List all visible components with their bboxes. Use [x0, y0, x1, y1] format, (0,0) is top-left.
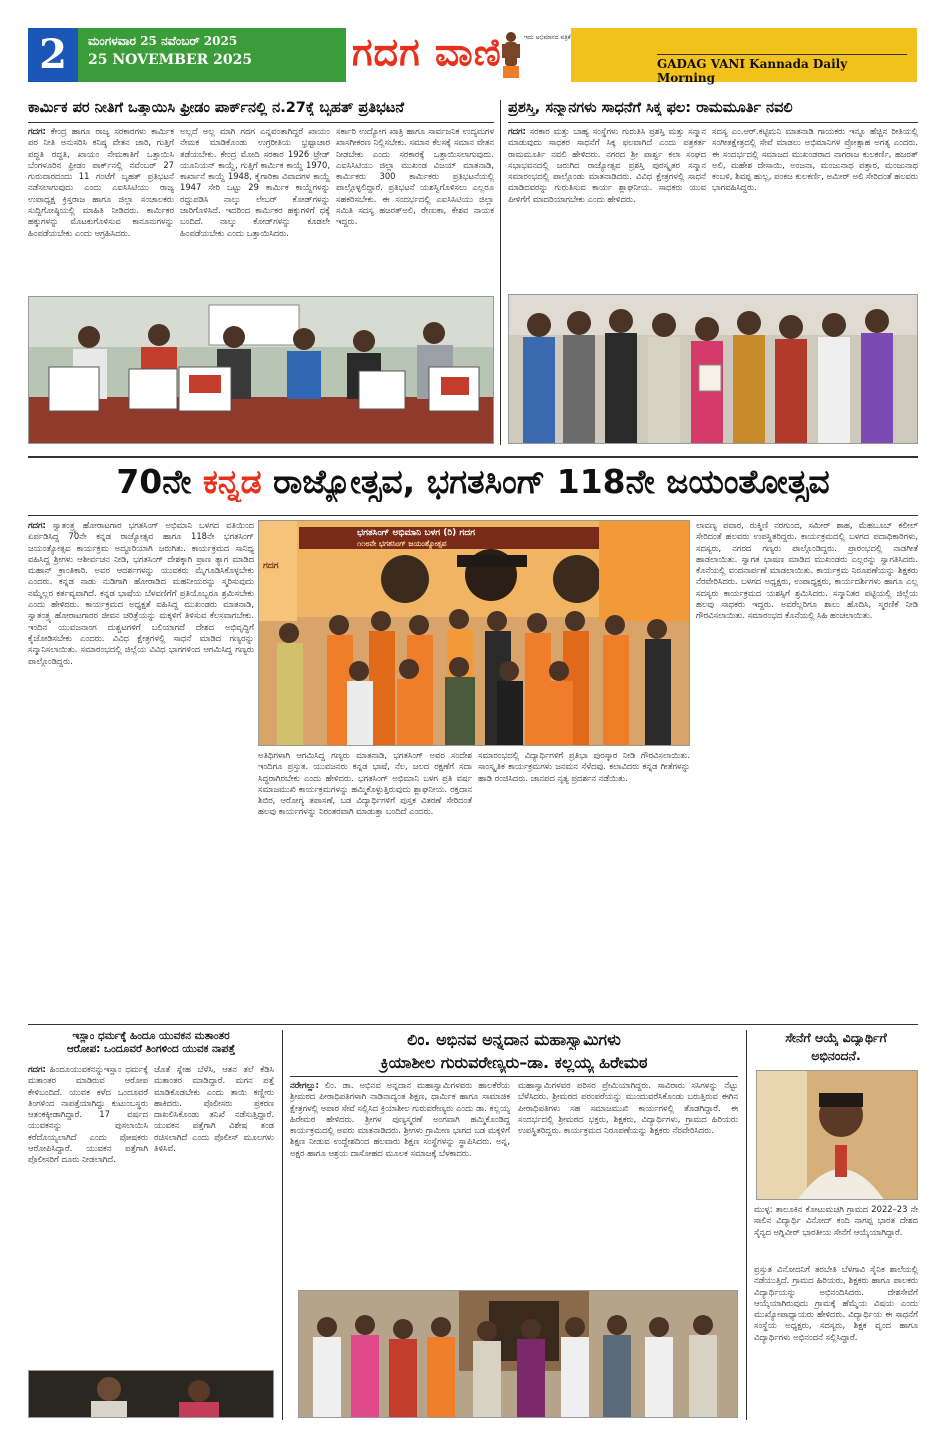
lead-column-3: ಸಮಾರಂಭದಲ್ಲಿ ವಿದ್ಯಾರ್ಥಿಗಳಿಗೆ ಪ್ರತಿಭಾ ಪುರಸ್ಕಾರ ನೀಡಿ ಗೌರವಿಸಲಾಯಿತು. ಸಾಂಸ್ಕೃತಿಕ ಕಾರ್ಯಕ್ರಮಗಳು ಜನಮನ ಸೆಳೆದವು. ಕಲಾವಿದರು ಕನ್ನಡ ಗೀತೆಗಳನ್ನು ಹಾಡಿ ರಂಜಿಸಿದರು. ಜಾನಪದ ನೃತ್ಯ ಪ್ರದರ್ಶನ ನಡೆಯಿತು.	[478, 750, 690, 783]
date-english: 25 NOVEMBER 2025	[88, 52, 253, 68]
story1-column-2: ಅಲ್ಲದೆ ಅಲ್ಲ ಮಾಗಿ ಗದಗ ಎನ್ನವಂತಾಗಿದ್ದರೆ ಖಾಯಂ ನೇಮಕ ಮಾಡಿಕೊಂಡು ಉಗ್ರರೀತಿಯ ಭ್ರಷ್ಟಾಚಾರ ತಡೆಯಬೇಕು. ಕೇಂದ್ರ ಮೋದಿ ಸರಕಾರ 1926 ಟ್ರೇಡ್ ಯೂನಿಯನ್ ಕಾಯ್ದೆ, ಗುತ್ತಿಗೆ ಕಾರ್ಮಿಕ ಕಾಯ್ದೆ 1970, ಕಾರ್ಖಾನೆ ಕಾಯ್ದೆ 1948, ಕೈಗಾರಿಕಾ ವಿವಾದಗಳ ಕಾಯ್ದೆ 1947 ಸೇರಿ ಒಟ್ಟು 29 ಕಾರ್ಮಿಕ ಕಾಯ್ದೆಗಳನ್ನು ರದ್ದುಪಡಿಸಿ ನಾಲ್ಕು ಲೇಬರ್ ಕೋಡ್‌ಗಳನ್ನು ಜಾರಿಗೊಳಿಸಿದೆ. ಇದರಿಂದ ಕಾರ್ಮಿಕರ ಹಕ್ಕುಗಳಿಗೆ ಧಕ್ಕೆ ಬಂದಿದೆ. ನಾಲ್ಕು ಕೋಡ್‌ಗಳನ್ನು ಕೂಡಲೇ ಹಿಂಪಡೆಯಬೇಕು ಎಂದು ಒತ್ತಾಯಿಸಿದರು.	[180, 126, 330, 238]
story5-photo	[756, 1070, 918, 1200]
story3-column-2: ಜೊತೆ ಸ್ನೇಹ ಬೆಳೆಸಿ, ಆತನ ತಲೆ ಕೆಡಿಸಿ ಮತಾಂತರ ಮಾಡಿದ್ದಾರೆ. ಮಗನ ಪತ್ತೆ ಮಾಡಿಕೊಡಬೇಕು ಎಂದು ತಾಯಿ ಕಣ್ಣೀರು ಹಾಕಿದರು. ಪೊಲೀಸರು ಪ್ರಕರಣ ದಾಖಲಿಸಿಕೊಂಡು ತನಿಖೆ ನಡೆಸುತ್ತಿದ್ದಾರೆ. ಯುವಕನ ಪತ್ತೆಗಾಗಿ ವಿಶೇಷ ತಂಡ ರಚಿಸಲಾಗಿದೆ ಎಂದು ಪೊಲೀಸ್ ಮೂಲಗಳು ತಿಳಿಸಿವೆ.	[154, 1064, 274, 1154]
story3-photo	[28, 1370, 274, 1418]
bottom-top-rule	[28, 1024, 918, 1025]
story4-rule	[290, 1076, 738, 1077]
lead-headline-highlight: ಕನ್ನಡ	[202, 462, 262, 501]
story1-dateline: ಗದಗ:	[28, 126, 46, 136]
parents-portrait	[29, 1371, 274, 1418]
felicitation-scene	[509, 295, 918, 444]
date-kannada: ಮಂಗಳವಾರ 25 ನವೆಂಬರ್ 2025	[88, 34, 238, 48]
lead-photo-banner-left: ಗದಗ	[263, 561, 279, 571]
story1-rule	[28, 122, 494, 123]
story2-photo	[508, 294, 918, 444]
story1-headline: ಕಾರ್ಮಿಕ ಪರ ನೀತಿಗೆ ಒತ್ತಾಯಿಸಿ ಫ್ರೀಡಂ ಪಾರ್ಕ್‌ನಲ್ಲಿ ನ.27ಕ್ಕೆ ಬೃಹತ್ ಪ್ರತಿಭಟನೆ	[28, 100, 405, 116]
story2-rule	[508, 122, 918, 123]
story1-column-1: ಗದಗ: ಕೇಂದ್ರ ಹಾಗೂ ರಾಜ್ಯ ಸರಕಾರಗಳು ಕಾರ್ಮಿಕ ಪರ ನೀತಿ ಅನುಸರಿಸಿ ಕನಿಷ್ಠ ವೇತನ ಜಾರಿ, ಗುತ್ತಿಗೆ ಪದ್ಧತಿ ರದ್ದತಿ, ಖಾಯಂ ನೇಮಕಾತಿಗೆ ಒತ್ತಾಯಿಸಿ ಬೆಂಗಳೂರಿನ ಫ್ರೀಡಂ ಪಾರ್ಕ್‌ನಲ್ಲಿ ನವೆಂಬರ್ 27 ಗುರುವಾರದಂದು 11 ಗಂಟೆಗೆ ಬೃಹತ್ ಪ್ರತಿಭಟನೆ ನಡೆಸಲಾಗುವುದು ಎಂದು ಎಐಸಿಸಿಟಿಯು ರಾಜ್ಯ ಉಪಾಧ್ಯಕ್ಷ ಕ್ರಿಸ್ತರಾಜ ಹಾಗೂ ಜಿಲ್ಲಾ ಸಂಚಾಲಕರು ಸುದ್ದಿಗೋಷ್ಠಿಯಲ್ಲಿ ಮಾಹಿತಿ ನೀಡಿದರು. ಕಾರ್ಮಿಕರ ಹಕ್ಕುಗಳನ್ನು ಮೊಟಕುಗೊಳಿಸುವ ಕಾನೂನುಗಳನ್ನು ಹಿಂಪಡೆಯಬೇಕು ಎಂದು ಆಗ್ರಹಿಸಿದರು.	[28, 126, 174, 238]
story4-dateline: ನರೇಗಲ್ಲು:	[290, 1080, 319, 1090]
press-meet-scene	[29, 297, 494, 444]
story1-column-3: ಸರ್ಕಾರಿ ಉದ್ಯೋಗ ಖಾತ್ರಿ ಹಾಗೂ ಸಾರ್ವಜನಿಕ ಉದ್ಯಮಗಳ ಖಾಸಗೀಕರಣ ನಿಲ್ಲಿಸಬೇಕು. ಸಮಾನ ಕೆಲಸಕ್ಕೆ ಸಮಾನ ವೇತನ ನೀಡಬೇಕು ಎಂದು ಸರಕಾರಕ್ಕೆ ಒತ್ತಾಯಿಸಲಾಗುವುದು. ಎಐಸಿಸಿಟಿಯು ಜಿಲ್ಲಾ ಮುಖಂಡ ವಿಜಯ್ ಮಾತನಾಡಿ, ಕಾರ್ಮಿಕರು 300 ಕಾರ್ಮಿಕರು ಪ್ರತಿಭಟನೆಯಲ್ಲಿ ಪಾಲ್ಗೊಳ್ಳಲಿದ್ದಾರೆ. ಪ್ರತಿಭಟನೆ ಯಶಸ್ವಿಗೊಳಿಸಲು ಎಲ್ಲರೂ ಸಹಕರಿಸಬೇಕು. ಈ ಸಂದರ್ಭದಲ್ಲಿ ಎಐಸಿಸಿಟಿಯು ಜಿಲ್ಲಾ ಸಮಿತಿ ಸದಸ್ಯ ಹಜರತ್‌ಅಲಿ, ರೇಣುಕಾ, ಕೇಶವ ನಾಯಕ ಇದ್ದರು.	[336, 126, 494, 227]
student-portrait	[757, 1071, 918, 1200]
lead-dateline: ಗದಗ:	[28, 520, 46, 530]
lead-column-4: ಲಾವಣ್ಯ ಪವಾರ, ರುಕ್ಮಿಣಿ ನರಗುಂದ, ಸಮೀರ್ ಶಾಹ, ಮೆಹಬೂಬ್ ಕಲೀಲ್ ಸೇರಿದಂತೆ ಹಲವರು ಉಪಸ್ಥಿತರಿದ್ದರು. ಕಾರ್ಯಕ್ರಮದಲ್ಲಿ ಬಳಗದ ಪದಾಧಿಕಾರಿಗಳು, ಸದಸ್ಯರು, ನಗರದ ಗಣ್ಯರು ಪಾಲ್ಗೊಂಡಿದ್ದರು. ಪ್ರಾರಂಭದಲ್ಲಿ ನಾಡಗೀತೆ ಹಾಡಲಾಯಿತು. ಸ್ವಾಗತ ಭಾಷಣ ಮಾಡಿದ ಮುಖಂಡರು ಎಲ್ಲರನ್ನು ಸ್ವಾಗತಿಸಿದರು. ಕೊನೆಯಲ್ಲಿ ವಂದನಾರ್ಪಣೆ ಮಾಡಲಾಯಿತು. ಕಾರ್ಯಕ್ರಮ ನಿರೂಪಣೆಯನ್ನು ಶಿಕ್ಷಕರು ನೆರವೇರಿಸಿದರು. ಬಳಗದ ಅಧ್ಯಕ್ಷರು, ಉಪಾಧ್ಯಕ್ಷರು, ಕಾರ್ಯದರ್ಶಿಗಳು ಹಾಗೂ ಎಲ್ಲ ಸದಸ್ಯರು ಕಾರ್ಯಕ್ರಮದ ಯಶಸ್ಸಿಗೆ ಶ್ರಮಿಸಿದರು. ಸನ್ಮಾನಿತರ ಪಟ್ಟಿಯಲ್ಲಿ ಜಿಲ್ಲೆಯ ಹಲವು ಸಾಧಕರು ಇದ್ದರು. ಅವರೆಲ್ಲರಿಗೂ ಶಾಲು ಹೊದಿಸಿ, ಸ್ಮರಣಿಕೆ ನೀಡಿ ಗೌರವಿಸಲಾಯಿತು. ಸಮಾರಂಭದ ಕೊನೆಯಲ್ಲಿ ಸಿಹಿ ಹಂಚಲಾಯಿತು.	[696, 520, 918, 621]
masthead-right-band	[571, 28, 917, 85]
story1-photo	[28, 296, 494, 444]
lead-bottom-rule	[28, 515, 918, 516]
story2-column-1: ಗದಗ: ಸರಕಾರ ಮತ್ತು ಬಾಹ್ಯ ಸಂಸ್ಥೆಗಳು ಗುರುತಿಸಿ ಪ್ರಶಸ್ತಿ ಮತ್ತು ಸನ್ಮಾನ ಮಾಡುವುದು ಸಾಧಕರ ಸಾಧನೆಗೆ ಸಿಕ್ಕ ಫಲವಾಗಿದೆ ಎಂದು ಪತ್ರಕರ್ತ ರಾಮಮೂರ್ತಿ ನವಲಿ ಹೇಳಿದರು. ನಗರದ ಶ್ರೀ ಪಾರ್ಶ್ವ ಕಲಾ ಸಂಘದ ಸಭಾಭವನದಲ್ಲಿ ಜರುಗಿದ ರಾಜ್ಯೋತ್ಸವ ಪ್ರಶಸ್ತಿ ಪುರಸ್ಕೃತರ ಸನ್ಮಾನ ಸಮಾರಂಭದಲ್ಲಿ ಪಾಲ್ಗೊಂಡು ಮಾತನಾಡಿದರು. ವಿವಿಧ ಕ್ಷೇತ್ರಗಳಲ್ಲಿ ಸಾಧನೆ ಮಾಡಿದವರನ್ನು ಗುರುತಿಸುವ ಕಾರ್ಯ ಶ್ಲಾಘನೀಯ. ಸಾಧಕರು ಯುವ ಪೀಳಿಗೆಗೆ ಮಾದರಿಯಾಗಬೇಕು ಎಂದು ಹೇಳಿದರು.	[508, 126, 706, 204]
story3-column-1: ಗದಗ: ಹಿಂದೂಯುವಕನನ್ನುಇಸ್ಲಾಂ ಧರ್ಮಕ್ಕೆ ಮತಾಂತರ ಮಾಡಿರುವ ಆರೋಪ ಕೇಳಿಬಂದಿದೆ. ಯುವಕ ಕಳೆದ ಒಂದೂವರೆ ತಿಂಗಳಿಂದ ನಾಪತ್ತೆಯಾಗಿದ್ದು ಕುಟುಂಬಸ್ಥರು ಆತಂಕಕ್ಕೀಡಾಗಿದ್ದಾರೆ. 17 ವರ್ಷದ ಯುವಕನನ್ನು ಪುಸಲಾಯಿಸಿ ಕರೆದೊಯ್ಯಲಾಗಿದೆ ಎಂದು ಪೋಷಕರು ಆರೋಪಿಸಿದ್ದಾರೆ. ಯುವಕನ ಪತ್ತೆಗಾಗಿ ಪೊಲೀಸರಿಗೆ ದೂರು ನೀಡಲಾಗಿದೆ.	[28, 1064, 148, 1165]
logo-tagline: ಇದು ಅಭಿಮಾನದ ಪತ್ರಿಕೆ	[524, 34, 571, 41]
story3-dateline: ಗದಗ:	[28, 1064, 46, 1074]
lead-photo	[258, 520, 690, 746]
story2-dateline: ಗದಗ:	[508, 126, 526, 136]
column-divider	[282, 1030, 283, 1420]
story4-photo	[298, 1290, 738, 1418]
newspaper-logo	[346, 28, 571, 82]
story4-headline-line1: ಲಿಂ. ಅಭಿನವ ಅನ್ನದಾನ ಮಹಾಸ್ವಾಮಿಗಳು	[407, 1030, 621, 1049]
lead-headline: 70ನೇ ಕನ್ನಡ ರಾಜ್ಯೋತ್ಸವ, ಭಗತಸಿಂಗ್ 118ನೇ ಜಯಂತೋತ್ಸವ	[116, 462, 830, 501]
logo-wordmark: ಗದಗ ವಾಣಿ	[352, 30, 502, 74]
lead-photo-banner-line1: ಭಗತಸಿಂಗ್ ಅಭಿಮಾನಿ ಬಳಗ (ರಿ) ಗದಗ	[357, 528, 475, 538]
story4-column-1: ನರೇಗಲ್ಲು: ಲಿಂ. ಡಾ. ಅಭಿನವ ಅನ್ನದಾನ ಮಹಾಸ್ವಾಮಿಗಳವರು ಹಾಲಕೆರೆಯ ಶ್ರೀಮಠದ ಪೀಠಾಧಿಪತಿಗಳಾಗಿ ನಾಡಿನಾದ್ಯಂತ ಶಿಕ್ಷಣ, ಧಾರ್ಮಿಕ ಹಾಗೂ ಸಾಮಾಜಿಕ ಕ್ಷೇತ್ರಗಳಲ್ಲಿ ಅಪಾರ ಸೇವೆ ಸಲ್ಲಿಸಿದ ಕ್ರಿಯಾಶೀಲ ಗುರುವರೇಣ್ಯರು ಎಂದು ಡಾ. ಕಲ್ಲಯ್ಯ ಹಿರೇಮಠ ಹೇಳಿದರು. ಶ್ರೀಗಳ ಪುಣ್ಯಸ್ಮರಣೆ ಅಂಗವಾಗಿ ಹಮ್ಮಿಕೊಂಡಿದ್ದ ಕಾರ್ಯಕ್ರಮದಲ್ಲಿ ಅವರು ಮಾತನಾಡಿದರು. ಶ್ರೀಗಳು ಗ್ರಾಮೀಣ ಭಾಗದ ಬಡ ಮಕ್ಕಳಿಗೆ ಶಿಕ್ಷಣ ನೀಡುವ ಉದ್ದೇಶದಿಂದ ಹಲವಾರು ಶಿಕ್ಷಣ ಸಂಸ್ಥೆಗಳನ್ನು ಸ್ಥಾಪಿಸಿದರು. ಅನ್ನ, ಅಕ್ಷರ ಹಾಗೂ ಆಶ್ರಯ ದಾಸೋಹದ ಮೂಲಕ ಸಮಾಜಕ್ಕೆ ಬೆಳಕಾದರು.	[290, 1080, 510, 1158]
lead-column-1: ಗದಗ: ಸ್ವಾತಂತ್ರ್ಯ ಹೋರಾಟಗಾರ ಭಗತಸಿಂಗ್ ಅಭಿಮಾನಿ ಬಳಗದ ವತಿಯಿಂದ ಏರ್ಪಡಿಸಿದ್ದ 70ನೇ ಕನ್ನಡ ರಾಜ್ಯೋತ್ಸವ ಹಾಗೂ 118ನೇ ಭಗತಸಿಂಗ್ ಜಯಂತ್ಯೋತ್ಸವ ಕಾರ್ಯಕ್ರಮ ಅದ್ಧೂರಿಯಾಗಿ ಜರುಗಿತು. ಕಾರ್ಯಕ್ರಮದ ಸಾನಿಧ್ಯ ವಹಿಸಿದ್ದ ಶ್ರೀಗಳು ಆಶೀರ್ವಚನ ನೀಡಿ, ಭಗತಸಿಂಗ್ ದೇಶಕ್ಕಾಗಿ ಪ್ರಾಣ ತ್ಯಾಗ ಮಾಡಿದ ಮಹಾನ್ ಕ್ರಾಂತಿಕಾರಿ. ಅವರ ಆದರ್ಶಗಳನ್ನು ಯುವಕರು ಮೈಗೂಡಿಸಿಕೊಳ್ಳಬೇಕು ಎಂದರು. ಕನ್ನಡ ನಾಡು ನುಡಿಗಾಗಿ ಹೋರಾಡಿದ ಮಹನೀಯರನ್ನು ಸ್ಮರಿಸುವುದು ನಮ್ಮೆಲ್ಲರ ಕರ್ತವ್ಯವಾಗಿದೆ. ಕನ್ನಡ ಭಾಷೆಯ ಬೆಳವಣಿಗೆಗೆ ಪ್ರತಿಯೊಬ್ಬರೂ ಶ್ರಮಿಸಬೇಕು ಎಂದು ಹೇಳಿದರು. ಕಾರ್ಯಕ್ರಮದ ಅಧ್ಯಕ್ಷತೆ ವಹಿಸಿದ್ದ ಮುಖಂಡರು ಮಾತನಾಡಿ, ಸ್ವಾತಂತ್ರ್ಯ ಹೋರಾಟಗಾರರ ಜೀವನ ಚರಿತ್ರೆಯನ್ನು ಮಕ್ಕಳಿಗೆ ತಿಳಿಸುವ ಕೆಲಸವಾಗಬೇಕು. ಇಂದಿನ ಯುವಜನಾಂಗ ದುಶ್ಚಟಗಳಿಗೆ ಬಲಿಯಾಗದೆ ದೇಶದ ಅಭಿವೃದ್ಧಿಗೆ ಕೈಜೋಡಿಸಬೇಕು ಎಂದರು. ವಿವಿಧ ಕ್ಷೇತ್ರಗಳಲ್ಲಿ ಸಾಧನೆ ಮಾಡಿದ ಗಣ್ಯರನ್ನು ಸನ್ಮಾನಿಸಲಾಯಿತು. ಸಮಾರಂಭದಲ್ಲಿ ಜಿಲ್ಲೆಯ ವಿವಿಧ ಭಾಗಗಳಿಂದ ಆಗಮಿಸಿದ್ದ ಗಣ್ಯರು ಪಾಲ್ಗೊಂಡಿದ್ದರು.	[28, 520, 254, 666]
column-divider	[500, 100, 501, 445]
statue-figure-icon	[496, 30, 526, 80]
masthead	[0, 0, 945, 85]
jayanti-stage-scene	[259, 521, 690, 746]
lead-photo-banner-line2: ೧೧೮ನೇ ಭಗತಸಿಂಗ್ ಜಯಂತ್ಯೋತ್ಸವ	[357, 539, 447, 548]
page-number: 2	[28, 28, 78, 82]
story2-headline: ಪ್ರಶಸ್ತಿ, ಸನ್ಮಾನಗಳು ಸಾಧನೆಗೆ ಸಿಕ್ಕ ಫಲ: ರಾಮಮೂರ್ತಿ ನವಲಿ	[508, 100, 793, 116]
story5-body: ಪ್ರಸ್ತುತ ವಿನೋದನಿಗೆ ತರಬೇತಿ ಬೆಳಗಾವಿ ಸೈನಿಕ ಶಾಲೆಯಲ್ಲಿ ನಡೆಯುತ್ತಿದೆ. ಗ್ರಾಮದ ಹಿರಿಯರು, ಶಿಕ್ಷಕರು ಹಾಗೂ ಪಾಲಕರು ವಿದ್ಯಾರ್ಥಿಯನ್ನು ಅಭಿನಂದಿಸಿದರು. ದೇಶಸೇವೆಗೆ ಆಯ್ಕೆಯಾಗಿರುವುದು ಗ್ರಾಮಕ್ಕೆ ಹೆಮ್ಮೆಯ ವಿಷಯ ಎಂದು ಮುಖ್ಯೋಪಾಧ್ಯಾಯರು ಹೇಳಿದರು. ವಿದ್ಯಾರ್ಥಿಯ ಈ ಸಾಧನೆಗೆ ಸಂಸ್ಥೆಯ ಅಧ್ಯಕ್ಷರು, ಸದಸ್ಯರು, ಶಿಕ್ಷಕ ವೃಂದ ಹಾಗೂ ವಿದ್ಯಾರ್ಥಿಗಳು ಅಭಿನಂದನೆ ಸಲ್ಲಿಸಿದ್ದಾರೆ.	[754, 1264, 918, 1342]
lead-column-2: ಅತಿಥಿಗಳಾಗಿ ಆಗಮಿಸಿದ್ದ ಗಣ್ಯರು ಮಾತನಾಡಿ, ಭಗತಸಿಂಗ್ ಅವರ ಸಂದೇಶ ಇಂದಿಗೂ ಪ್ರಸ್ತುತ. ಯುವಜನರು ಕನ್ನಡ ಭಾಷೆ, ನೆಲ, ಜಲದ ರಕ್ಷಣೆಗೆ ಸದಾ ಸಿದ್ಧರಾಗಿರಬೇಕು ಎಂದು ಹೇಳಿದರು. ಭಗತಸಿಂಗ್ ಅಭಿಮಾನಿ ಬಳಗ ಪ್ರತಿ ವರ್ಷ ಸಮಾಜಮುಖಿ ಕಾರ್ಯಕ್ರಮಗಳನ್ನು ಹಮ್ಮಿಕೊಳ್ಳುತ್ತಿರುವುದು ಶ್ಲಾಘನೀಯ. ರಕ್ತದಾನ ಶಿಬಿರ, ಆರೋಗ್ಯ ತಪಾಸಣೆ, ಬಡ ವಿದ್ಯಾರ್ಥಿಗಳಿಗೆ ಪುಸ್ತಕ ವಿತರಣೆ ಸೇರಿದಂತೆ ಹಲವು ಕಾರ್ಯಗಳನ್ನು ನಿರಂತರವಾಗಿ ಮಾಡುತ್ತಾ ಬಂದಿದೆ ಎಂದರು.	[258, 750, 472, 817]
story4-column-2: ಮಹಾಸ್ವಾಮಿಗಳವರ ಪರಿಸರ ಪ್ರೇಮಿಯಾಗಿದ್ದರು. ಸಾವಿರಾರು ಸಸಿಗಳನ್ನು ನೆಟ್ಟು ಬೆಳೆಸಿದರು. ಶ್ರೀಮಠದ ಪರಂಪರೆಯನ್ನು ಮುಂದುವರೆಸಿಕೊಂಡು ಬರುತ್ತಿರುವ ಈಗಿನ ಪೀಠಾಧಿಪತಿಗಳು ಸಹ ಸಮಾಜಮುಖಿ ಕಾರ್ಯಗಳಲ್ಲಿ ತೊಡಗಿದ್ದಾರೆ. ಈ ಸಂದರ್ಭದಲ್ಲಿ ಶ್ರೀಮಠದ ಭಕ್ತರು, ಶಿಕ್ಷಕರು, ವಿದ್ಯಾರ್ಥಿಗಳು, ಗ್ರಾಮದ ಹಿರಿಯರು ಉಪಸ್ಥಿತರಿದ್ದರು. ಕಾರ್ಯಕ್ರಮದ ನಿರೂಪಣೆಯನ್ನು ಶಿಕ್ಷಕರು ನೆರವೇರಿಸಿದರು.	[518, 1080, 738, 1136]
story5-caption: ಮುಳ್ಳ: ತಾಲೂಕಿನ ಕೋಟುಮಚಗಿ ಗ್ರಾಮದ 2022–23 ನೇ ಸಾಲಿನ ವಿದ್ಯಾರ್ಥಿ ವಿನೋದ್ ಕಂದಿ ನಾಗಪ್ಪ ಭಾರತ ದೇಶದ ಸೈನ್ಯದ ಅಗ್ನಿವೀರ್ ಭಾರತೀಯ ಸೇನೆಗೆ ಆಯ್ಕೆಯಾಗಿದ್ದಾರೆ.	[754, 1204, 918, 1237]
story4-headline-line2: ಕ್ರಿಯಾಶೀಲ ಗುರುವರೇಣ್ಯರು–ಡಾ. ಕಲ್ಲಯ್ಯ ಹಿರೇಮಠ	[380, 1053, 648, 1072]
lead-top-rule	[28, 456, 918, 458]
story5-headline-line2: ಅಭಿನಂದನೆ.	[811, 1048, 861, 1063]
paper-name: GADAG VANI Kannada Daily Morning	[657, 54, 907, 85]
story5-headline-line1: ಸೇನೆಗೆ ಆಯ್ಕೆ ವಿದ್ಯಾರ್ಥಿಗೆ	[785, 1030, 887, 1045]
column-divider	[746, 1030, 747, 1420]
temple-group-scene	[299, 1291, 738, 1418]
story3-headline: ಇಸ್ಲಾಂ ಧರ್ಮಕ್ಕೆ ಹಿಂದೂ ಯುವಕನ ಮತಾಂತರ ಆರೋಪ: ಒಂದೂವರೆ ತಿಂಗಳಿಂದ ಯುವಕ ನಾಪತ್ತೆ	[66, 1030, 236, 1055]
date-band	[78, 28, 346, 82]
story2-column-2: ಸದಸ್ಯ ಎಂ.ಆರ್.ಕಟ್ಟಿಮನಿ ಮಾತನಾಡಿ ಗಾಯಕರು ಇನ್ನೂ ಹೆಚ್ಚಿನ ರೀತಿಯಲ್ಲಿ ಸಂಗೀತಕ್ಷೇತ್ರದಲ್ಲಿ ಸೇವೆ ಮಾಡಲು ಅಭಿಮಾನಿಗಳ ಪ್ರೋತ್ಸಾಹ ಅಗತ್ಯ ಎಂದರು. ಈ ಸಂದರ್ಭದಲ್ಲಿ ಸಮಾಜದ ಮುಖಂಡರಾದ ನಾಗರಾಜ ಕುಲಕರ್ಣಿ, ಹಜರತ್ ಅಲಿ, ಮಹೇಶ ದೇಸಾಯಿ, ಅಂಜನಾ, ಮಂಜುನಾಥ ಪತ್ತಾರ, ಮಂಜುನಾಥ ಕಂಬಳಿ, ಶಿವಪ್ಪ ಹುಲ್ಲ, ಪಂಕಜ ಕುಲಕರ್ಣಿ, ಅಮೀರ್ ಅಲಿ ಸೇರಿದಂತೆ ಹಲವರು ಭಾಗವಹಿಸಿದ್ದರು.	[712, 126, 918, 193]
